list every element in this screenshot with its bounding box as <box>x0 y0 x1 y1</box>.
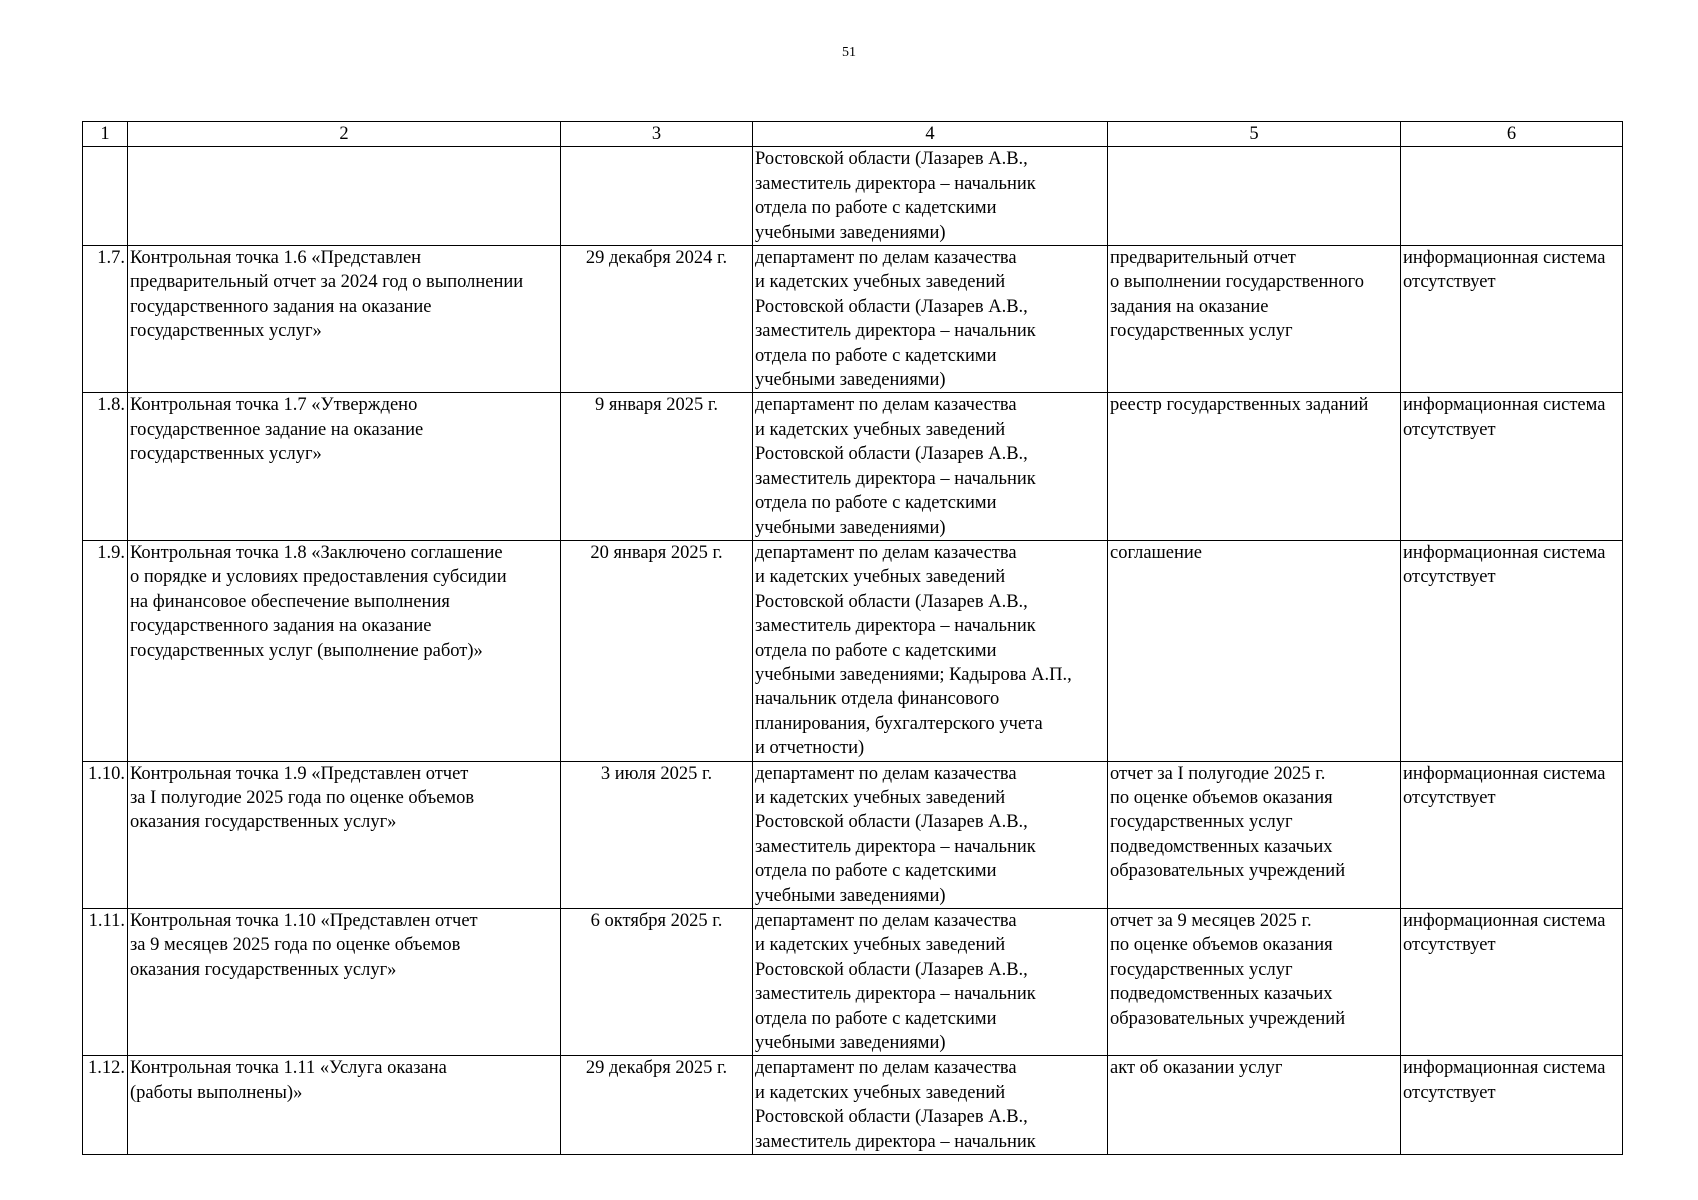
row-number-cell: 1.9. <box>83 540 128 761</box>
table-row <box>83 246 1623 393</box>
row-number-cell: 1.8. <box>83 393 128 540</box>
deadline-cell: 6 октября 2025 г. <box>561 909 753 1056</box>
responsible-cell: департамент по делам казачества и кадетских учебных заведений Ростовской области (Лазарев А.В., заместитель директора – начальник отдела по работе с кадетскими учебными заведениями) <box>753 246 1108 393</box>
row-number-cell: 1.12. <box>83 1056 128 1155</box>
table-row <box>83 540 1623 761</box>
information-system-cell: информационная система отсутствует <box>1401 909 1623 1056</box>
column-header-5: 5 <box>1108 122 1401 147</box>
control-point-name-cell <box>128 147 561 246</box>
table-row <box>83 909 1623 1056</box>
control-point-name-cell: Контрольная точка 1.7 «Утверждено государственное задание на оказание государственных услуг» <box>128 393 561 540</box>
document-cell <box>1108 147 1401 246</box>
column-number-row <box>83 122 1623 147</box>
row-number-cell: 1.11. <box>83 909 128 1056</box>
column-header-4: 4 <box>753 122 1108 147</box>
row-number-cell: 1.7. <box>83 246 128 393</box>
deadline-cell: 29 декабря 2024 г. <box>561 246 753 393</box>
page-number: 51 <box>842 45 856 60</box>
control-point-name-cell: Контрольная точка 1.6 «Представлен предварительный отчет за 2024 год о выполнении государственного задания на оказание государственных услуг» <box>128 246 561 393</box>
document-cell: соглашение <box>1108 540 1401 761</box>
table-row <box>83 147 1623 246</box>
responsible-cell: Ростовской области (Лазарев А.В., заместитель директора – начальник отдела по работе с кадетскими учебными заведениями) <box>753 147 1108 246</box>
column-header-6: 6 <box>1401 122 1623 147</box>
control-points-table <box>82 121 1623 1155</box>
table-row <box>83 1056 1623 1155</box>
responsible-cell: департамент по делам казачества и кадетских учебных заведений Ростовской области (Лазарев А.В., заместитель директора – начальник отдела по работе с кадетскими учебными заведениями) <box>753 393 1108 540</box>
row-number-cell: 1.10. <box>83 761 128 908</box>
deadline-cell: 3 июля 2025 г. <box>561 761 753 908</box>
column-header-2: 2 <box>128 122 561 147</box>
responsible-cell: департамент по делам казачества и кадетских учебных заведений Ростовской области (Лазарев А.В., заместитель директора – начальник отдела по работе с кадетскими учебными заведениями; Кадырова А.П., начальник отдела финансового планирования, бухгалтерского учета и отчетности) <box>753 540 1108 761</box>
information-system-cell: информационная система отсутствует <box>1401 540 1623 761</box>
control-point-name-cell: Контрольная точка 1.9 «Представлен отчет за I полугодие 2025 года по оценке объемов оказания государственных услуг» <box>128 761 561 908</box>
document-cell: акт об оказании услуг <box>1108 1056 1401 1155</box>
control-point-name-cell: Контрольная точка 1.10 «Представлен отчет за 9 месяцев 2025 года по оценке объемов оказания государственных услуг» <box>128 909 561 1056</box>
document-cell: предварительный отчет о выполнении государственного задания на оказание государственных услуг <box>1108 246 1401 393</box>
document-cell: реестр государственных заданий <box>1108 393 1401 540</box>
information-system-cell: информационная система отсутствует <box>1401 393 1623 540</box>
deadline-cell <box>561 147 753 246</box>
control-point-name-cell: Контрольная точка 1.11 «Услуга оказана (работы выполнены)» <box>128 1056 561 1155</box>
responsible-cell: департамент по делам казачества и кадетских учебных заведений Ростовской области (Лазарев А.В., заместитель директора – начальник отдела по работе с кадетскими учебными заведениями) <box>753 761 1108 908</box>
deadline-cell: 20 января 2025 г. <box>561 540 753 761</box>
column-header-1: 1 <box>83 122 128 147</box>
document-cell: отчет за I полугодие 2025 г. по оценке объемов оказания государственных услуг подведомственных казачьих образовательных учреждений <box>1108 761 1401 908</box>
responsible-cell: департамент по делам казачества и кадетских учебных заведений Ростовской области (Лазарев А.В., заместитель директора – начальник отдела по работе с кадетскими учебными заведениями) <box>753 909 1108 1056</box>
responsible-cell: департамент по делам казачества и кадетских учебных заведений Ростовской области (Лазарев А.В., заместитель директора – начальник <box>753 1056 1108 1155</box>
column-header-3: 3 <box>561 122 753 147</box>
deadline-cell: 29 декабря 2025 г. <box>561 1056 753 1155</box>
table-row <box>83 393 1623 540</box>
information-system-cell: информационная система отсутствует <box>1401 246 1623 393</box>
table-row <box>83 761 1623 908</box>
information-system-cell: информационная система отсутствует <box>1401 1056 1623 1155</box>
deadline-cell: 9 января 2025 г. <box>561 393 753 540</box>
information-system-cell: информационная система отсутствует <box>1401 761 1623 908</box>
document-cell: отчет за 9 месяцев 2025 г. по оценке объемов оказания государственных услуг подведомственных казачьих образовательных учреждений <box>1108 909 1401 1056</box>
row-number-cell <box>83 147 128 246</box>
control-point-name-cell: Контрольная точка 1.8 «Заключено соглашение о порядке и условиях предоставления субсидии на финансовое обеспечение выполнения государственного задания на оказание государственных услуг (выполнение работ)» <box>128 540 561 761</box>
information-system-cell <box>1401 147 1623 246</box>
